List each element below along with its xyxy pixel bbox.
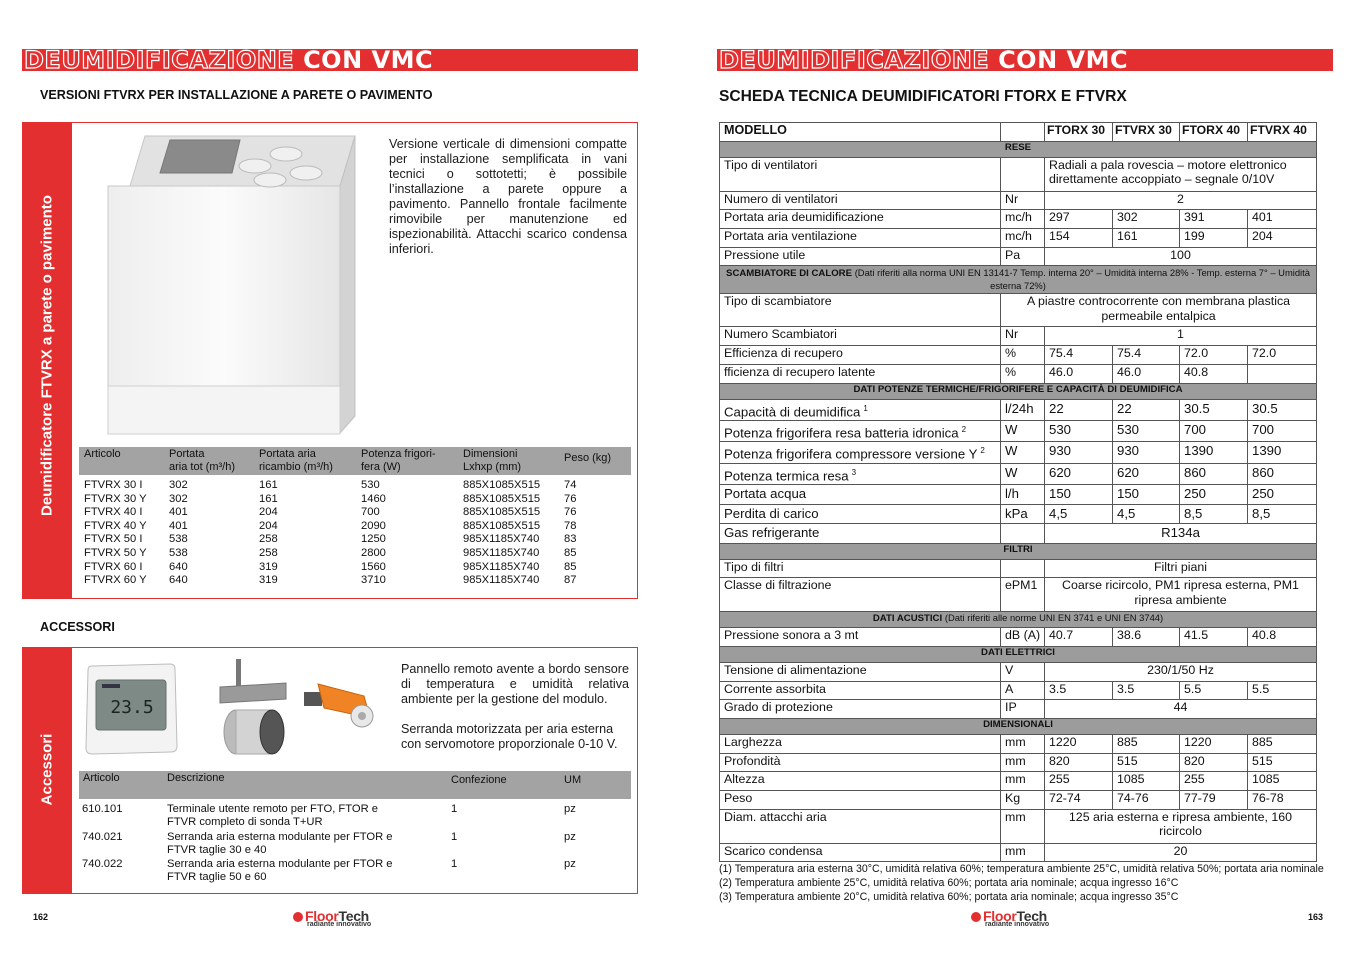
acc-th: Descrizione bbox=[167, 772, 225, 784]
accessories-desc-damper: Serranda motorizzata per aria esterna con servomotore proporzionale 0-10 V. bbox=[401, 722, 618, 751]
spec-value: 199 bbox=[1180, 229, 1248, 248]
product-table-cell: 302 bbox=[169, 479, 188, 491]
spec-value: 930 bbox=[1045, 442, 1113, 463]
left-subtitle: VERSIONI FTVRX PER INSTALLAZIONE A PARETE O PAVIMENTO bbox=[40, 88, 433, 102]
product-table-cell: 538 bbox=[169, 533, 188, 546]
spec-unit: dB (A) bbox=[1001, 628, 1045, 647]
spec-unit: % bbox=[1001, 346, 1045, 365]
product-table-cell: FTVRX 50 Y bbox=[84, 547, 147, 559]
spec-value: 1085 bbox=[1113, 772, 1180, 791]
section-elettrici: DATI ELETTRICI bbox=[720, 646, 1317, 662]
spec-row bbox=[720, 753, 1317, 772]
spec-value: 22 bbox=[1045, 399, 1113, 420]
spec-unit: W bbox=[1001, 442, 1045, 463]
product-table-cell: 401 bbox=[169, 519, 188, 532]
product-table-cell: 161 bbox=[259, 479, 278, 491]
spec-value: 46.0 bbox=[1045, 364, 1113, 383]
spec-row bbox=[720, 442, 1317, 463]
spec-value: 8,5 bbox=[1180, 504, 1248, 524]
acc-table-cell: Terminale utente remoto per FTO, FTOR e FTVR completo di sonda T+UR bbox=[167, 803, 378, 828]
spec-row bbox=[720, 681, 1317, 700]
accessories-sidebar-label: Accessori bbox=[38, 733, 56, 806]
left-title-outline: DEUMIDIFICAZIONE bbox=[24, 46, 295, 74]
right-title-banner bbox=[717, 46, 1333, 74]
spec-label: Portata aria deumidificazione bbox=[720, 210, 1001, 229]
spec-value: R134a bbox=[1045, 524, 1317, 544]
spec-header-model: FTVRX 30 bbox=[1113, 123, 1180, 142]
spec-label: Pressione sonora a 3 mt bbox=[720, 628, 1001, 647]
product-table-cell: 885X1085X515 bbox=[463, 479, 541, 491]
spec-unit bbox=[1001, 524, 1045, 544]
spec-unit: Pa bbox=[1001, 247, 1045, 266]
logo-dot-icon bbox=[293, 912, 303, 922]
acc-table-cell: 740.022 bbox=[82, 858, 123, 870]
spec-unit: mm bbox=[1001, 772, 1045, 791]
spec-label: fficienza di recupero latente bbox=[720, 364, 1001, 383]
right-logo: FloorTech radiante innovativo bbox=[971, 908, 1049, 928]
spec-row-tipo-ventilatori: Tipo di ventilatori Radiali a pala rovescia – motore elettronico direttamente accoppiato – segnale 0/10V bbox=[720, 157, 1317, 191]
spec-unit: W bbox=[1001, 463, 1045, 484]
spec-value: 250 bbox=[1248, 485, 1317, 505]
spec-row-attacchi: Diam. attacchi aria mm 125 aria esterna e ripresa ambiente, 160 ricircolo bbox=[720, 809, 1317, 843]
product-th: Dimensioni Lxhxp (mm) bbox=[463, 448, 522, 473]
spec-row bbox=[720, 346, 1317, 365]
product-table-cell: 2090 bbox=[361, 519, 386, 532]
spec-value: 700 bbox=[1180, 420, 1248, 441]
left-title-banner bbox=[22, 46, 638, 74]
spec-row bbox=[720, 662, 1317, 681]
product-table-cell: 1250 bbox=[361, 533, 386, 546]
section-dimensionali: DIMENSIONALI bbox=[720, 719, 1317, 735]
spec-row-classe-filtrazione: Classe di filtrazione ePM1 Coarse ricircolo, PM1 ripresa esterna, PM1 ripresa ambiente bbox=[720, 578, 1317, 612]
product-table-cell: 2800 bbox=[361, 547, 386, 559]
spec-value: 3.5 bbox=[1113, 681, 1180, 700]
product-table-cell: 83 bbox=[564, 533, 577, 546]
spec-value: 1220 bbox=[1180, 735, 1248, 754]
spec-value: 4,5 bbox=[1113, 504, 1180, 524]
spec-label: Altezza bbox=[720, 772, 1001, 791]
spec-unit: mc/h bbox=[1001, 229, 1045, 248]
acc-table-cell: Serranda aria esterna modulante per FTOR e FTVR taglie 50 e 60 bbox=[167, 858, 393, 883]
spec-unit: W bbox=[1001, 420, 1045, 441]
spec-unit: Nr bbox=[1001, 327, 1045, 346]
spec-value: 515 bbox=[1248, 753, 1317, 772]
section-acustici: DATI ACUSTICI (Dati riferiti alle norme UNI EN 3741 e UNI EN 3744) bbox=[720, 612, 1317, 628]
spec-label: Perdita di carico bbox=[720, 504, 1001, 524]
product-th: Portata aria tot (m³/h) bbox=[169, 448, 236, 473]
spec-label: Capacità di deumidifica $^1$ bbox=[720, 399, 1001, 420]
spec-label: Gas refrigerante bbox=[720, 524, 1001, 544]
spec-value: 72.0 bbox=[1248, 346, 1317, 365]
product-table-cell: 302 bbox=[169, 492, 188, 505]
product-table-cell: 640 bbox=[169, 560, 188, 573]
product-table-cell: 85 bbox=[564, 547, 577, 559]
acc-table-header-bar bbox=[79, 771, 631, 799]
spec-value: 4,5 bbox=[1045, 504, 1113, 524]
spec-value: 1220 bbox=[1045, 735, 1113, 754]
spec-value: 515 bbox=[1113, 753, 1180, 772]
spec-value: 930 bbox=[1113, 442, 1180, 463]
thermostat-image bbox=[82, 662, 180, 756]
spec-value: 530 bbox=[1045, 420, 1113, 441]
spec-row bbox=[720, 485, 1317, 505]
product-table-cell: FTVRX 40 I bbox=[84, 506, 143, 519]
ftvrx-unit-image bbox=[100, 128, 380, 440]
left-logo: FloorTech radiante innovativo bbox=[293, 908, 371, 928]
spec-header-model: FTORX 30 bbox=[1045, 123, 1113, 142]
spec-value: 885 bbox=[1248, 735, 1317, 754]
spec-unit: mc/h bbox=[1001, 210, 1045, 229]
thermostat-display: 23.5 bbox=[110, 697, 154, 718]
spec-label: Numero di ventilatori bbox=[720, 191, 1001, 210]
acc-table-cell: pz bbox=[564, 858, 576, 870]
spec-unit: kPa bbox=[1001, 504, 1045, 524]
spec-unit: mm bbox=[1001, 735, 1045, 754]
logo-dot-icon bbox=[971, 912, 981, 922]
spec-value: 620 bbox=[1113, 463, 1180, 484]
spec-value: 76-78 bbox=[1248, 791, 1317, 810]
product-table-cell: 76 bbox=[564, 506, 577, 519]
spec-row bbox=[720, 700, 1317, 719]
spec-row bbox=[720, 791, 1317, 810]
spec-value: 820 bbox=[1045, 753, 1113, 772]
product-table-cell: 85 bbox=[564, 560, 577, 573]
spec-unit: mm bbox=[1001, 843, 1045, 862]
spec-value: 41.5 bbox=[1180, 628, 1248, 647]
spec-value: 204 bbox=[1248, 229, 1317, 248]
product-table-cell: 401 bbox=[169, 506, 188, 519]
spec-row bbox=[720, 463, 1317, 484]
product-table-cell: 74 bbox=[564, 479, 577, 491]
product-table-cell: 319 bbox=[259, 560, 278, 573]
spec-row bbox=[720, 559, 1317, 578]
product-table-cell: 885X1085X515 bbox=[463, 506, 541, 519]
spec-value: 860 bbox=[1248, 463, 1317, 484]
product-table-cell: 1560 bbox=[361, 560, 386, 573]
product-table-cell: 985X1185X740 bbox=[463, 533, 540, 546]
product-table-cell: 204 bbox=[259, 506, 278, 519]
spec-label: Potenza frigorifera compressore versione Y $^2$ bbox=[720, 442, 1001, 463]
spec-unit: l/h bbox=[1001, 485, 1045, 505]
spec-label: Scarico condensa bbox=[720, 843, 1001, 862]
product-th: Potenza frigori- fera (W) bbox=[361, 448, 436, 473]
right-subtitle: SCHEDA TECNICA DEUMIDIFICATORI FTORX E FTVRX bbox=[719, 88, 1127, 105]
spec-value: 885 bbox=[1113, 735, 1180, 754]
acc-table-cell: pz bbox=[564, 830, 576, 843]
spec-value: 150 bbox=[1113, 485, 1180, 505]
spec-value bbox=[1248, 364, 1317, 383]
product-table-cell: 985X1185X740 bbox=[463, 547, 540, 559]
product-table-cell: FTVRX 50 I bbox=[84, 533, 143, 546]
product-table-cell: 319 bbox=[259, 574, 278, 587]
spec-value: 77-79 bbox=[1180, 791, 1248, 810]
spec-value: 1390 bbox=[1248, 442, 1317, 463]
spec-value: 30.5 bbox=[1248, 399, 1317, 420]
spec-value: 154 bbox=[1045, 229, 1113, 248]
spec-value: 297 bbox=[1045, 210, 1113, 229]
product-table-cell: 204 bbox=[259, 519, 278, 532]
spec-value: 150 bbox=[1045, 485, 1113, 505]
spec-label: Portata acqua bbox=[720, 485, 1001, 505]
section-rese: RESE bbox=[720, 141, 1317, 157]
footnote-2: (2) Temperatura ambiente 25°C, umidità relativa 60%; portata aria nominale; acqua ingresso 16°C bbox=[719, 877, 1179, 889]
accessories-sidebar bbox=[22, 647, 72, 894]
spec-header-row bbox=[720, 123, 1317, 142]
spec-value: 72-74 bbox=[1045, 791, 1113, 810]
spec-row bbox=[720, 504, 1317, 524]
spec-label: Numero Scambiatori bbox=[720, 327, 1001, 346]
spec-unit: V bbox=[1001, 662, 1045, 681]
product-table-cell: 258 bbox=[259, 533, 278, 546]
spec-value: 46.0 bbox=[1113, 364, 1180, 383]
spec-unit: IP bbox=[1001, 700, 1045, 719]
left-title-solid: CON VMC bbox=[303, 46, 434, 74]
spec-header-label: MODELLO bbox=[720, 123, 1001, 142]
spec-row bbox=[720, 247, 1317, 266]
spec-value: 700 bbox=[1248, 420, 1317, 441]
section-filtri: FILTRI bbox=[720, 543, 1317, 559]
spec-value: 8,5 bbox=[1248, 504, 1317, 524]
spec-value: 5.5 bbox=[1248, 681, 1317, 700]
spec-value: 72.0 bbox=[1180, 346, 1248, 365]
spec-value: 40.7 bbox=[1045, 628, 1113, 647]
accessories-title: ACCESSORI bbox=[40, 620, 115, 634]
product-table-cell: FTVRX 60 I bbox=[84, 560, 143, 573]
product-table-cell: FTVRX 30 Y bbox=[84, 492, 147, 505]
product-table-cell: 76 bbox=[564, 492, 577, 505]
spec-label: Peso bbox=[720, 791, 1001, 810]
product-table-cell: 258 bbox=[259, 547, 278, 559]
accessories-desc-remote: Pannello remoto avente a bordo sensore di temperatura e umidità relativa ambiente per la gestione del modulo. bbox=[401, 662, 629, 706]
spec-row bbox=[720, 210, 1317, 229]
right-title-solid: CON VMC bbox=[998, 46, 1129, 74]
product-table-cell: 885X1085X515 bbox=[463, 492, 541, 505]
spec-label: Tensione di alimentazione bbox=[720, 662, 1001, 681]
spec-value: 30.5 bbox=[1180, 399, 1248, 420]
spec-value: 250 bbox=[1180, 485, 1248, 505]
spec-value: 5.5 bbox=[1180, 681, 1248, 700]
product-th: Portata aria ricambio (m³/h) bbox=[259, 448, 333, 473]
spec-label: Pressione utile bbox=[720, 247, 1001, 266]
spec-unit: Nr bbox=[1001, 191, 1045, 210]
product-table-cell: FTVRX 40 Y bbox=[84, 519, 147, 532]
product-table-cell: 700 bbox=[361, 506, 380, 519]
spec-value: 391 bbox=[1180, 210, 1248, 229]
product-table-cell: 3710 bbox=[361, 574, 386, 587]
product-table-cell: FTVRX 60 Y bbox=[84, 574, 147, 587]
spec-unit bbox=[1001, 559, 1045, 578]
product-table-cell: 985X1185X740 bbox=[463, 560, 540, 573]
left-page-number: 162 bbox=[33, 912, 49, 922]
acc-th: Articolo bbox=[83, 772, 120, 784]
spec-unit: % bbox=[1001, 364, 1045, 383]
spec-label: Profondità bbox=[720, 753, 1001, 772]
footnote-1: (1) Temperatura aria esterna 30°C, umidità relativa 60%; temperatura ambiente 25°C, umidità relativa 50%; portata aria nominale bbox=[719, 863, 1324, 875]
spec-row bbox=[720, 399, 1317, 420]
product-table-cell: FTVRX 30 I bbox=[84, 479, 143, 491]
spec-value: 75.4 bbox=[1045, 346, 1113, 365]
spec-value: 860 bbox=[1180, 463, 1248, 484]
spec-value: 620 bbox=[1045, 463, 1113, 484]
acc-table-cell: 740.021 bbox=[82, 830, 123, 843]
spec-table bbox=[719, 122, 1317, 862]
spec-value: 161 bbox=[1113, 229, 1180, 248]
spec-value: 302 bbox=[1113, 210, 1180, 229]
spec-value: 1390 bbox=[1180, 442, 1248, 463]
spec-label: Potenza termica resa $^3$ bbox=[720, 463, 1001, 484]
product-sidebar bbox=[22, 122, 72, 599]
spec-row-tipo-scambiatore: Tipo di scambiatore A piastre controcorrente con membrana plastica permeabile entalpica bbox=[720, 294, 1317, 327]
spec-unit: l/24h bbox=[1001, 399, 1045, 420]
spec-value: 100 bbox=[1045, 247, 1317, 266]
spec-value: 38.6 bbox=[1113, 628, 1180, 647]
spec-value: 75.4 bbox=[1113, 346, 1180, 365]
spec-value: 20 bbox=[1045, 843, 1317, 862]
spec-value: 40.8 bbox=[1248, 628, 1317, 647]
spec-header-model: FTORX 40 bbox=[1180, 123, 1248, 142]
acc-table-cell: 1 bbox=[451, 830, 458, 843]
spec-row bbox=[720, 420, 1317, 441]
spec-value: 22 bbox=[1113, 399, 1180, 420]
actuator-image bbox=[300, 678, 380, 734]
spec-label: Efficienza di recupero bbox=[720, 346, 1001, 365]
product-table-cell: 78 bbox=[564, 519, 577, 532]
product-table-cell: 985X1185X740 bbox=[463, 574, 540, 587]
spec-row bbox=[720, 628, 1317, 647]
product-th: Articolo bbox=[84, 448, 121, 460]
product-table-cell: 640 bbox=[169, 574, 188, 587]
acc-table-cell: Serranda aria esterna modulante per FTOR e FTVR taglie 30 e 40 bbox=[167, 830, 393, 856]
section-scambiatore: SCAMBIATORE DI CALORE (Dati riferiti alla norma UNI EN 13141-7 Temp. interna 20° – Umidità interna 28% - Temp. esterna 7° – Umidità esterna 72%) bbox=[720, 266, 1317, 294]
spec-label: Grado di protezione bbox=[720, 700, 1001, 719]
damper-image bbox=[202, 657, 292, 757]
product-sidebar-label: Deumidificatore FTVRX a parete o pavimento bbox=[38, 195, 56, 516]
product-description: Versione verticale di dimensioni compatte per installazione semplificata in vani tecnici o sottotetti; è possibile l’installazione a parete oppure a pavimento. Pannello frontale facilmente rimovibile per manutenzione ed ispezionabilità. Attacchi scarico condensa inferiori. bbox=[389, 137, 627, 256]
spec-row bbox=[720, 364, 1317, 383]
acc-th: UM bbox=[564, 774, 582, 786]
product-th: Peso (kg) bbox=[564, 452, 612, 464]
spec-label: Potenza frigorifera resa batteria idronica $^2$ bbox=[720, 420, 1001, 441]
product-table-cell: 87 bbox=[564, 574, 577, 587]
spec-unit: mm bbox=[1001, 753, 1045, 772]
spec-label: Corrente assorbita bbox=[720, 681, 1001, 700]
acc-table-cell: 1 bbox=[451, 858, 458, 870]
spec-value: 230/1/50 Hz bbox=[1045, 662, 1317, 681]
acc-table-cell: pz bbox=[564, 803, 576, 815]
acc-th: Confezione bbox=[451, 774, 507, 786]
acc-table-cell: 1 bbox=[451, 803, 458, 815]
spec-header-model: FTVRX 40 bbox=[1248, 123, 1317, 142]
spec-row bbox=[720, 229, 1317, 248]
spec-value: 3.5 bbox=[1045, 681, 1113, 700]
spec-value: 1 bbox=[1045, 327, 1317, 346]
spec-value: 401 bbox=[1248, 210, 1317, 229]
spec-row bbox=[720, 735, 1317, 754]
spec-value: 255 bbox=[1180, 772, 1248, 791]
spec-label: Tipo di filtri bbox=[720, 559, 1001, 578]
product-table-cell: 538 bbox=[169, 547, 188, 559]
spec-row bbox=[720, 524, 1317, 544]
spec-value: 44 bbox=[1045, 700, 1317, 719]
spec-unit: Kg bbox=[1001, 791, 1045, 810]
spec-value: 530 bbox=[1113, 420, 1180, 441]
right-title-outline: DEUMIDIFICAZIONE bbox=[719, 46, 990, 74]
right-page-number: 163 bbox=[1308, 912, 1324, 922]
spec-value: 1085 bbox=[1248, 772, 1317, 791]
spec-row bbox=[720, 772, 1317, 791]
product-table-cell: 1460 bbox=[361, 492, 386, 505]
spec-row bbox=[720, 191, 1317, 210]
spec-unit: A bbox=[1001, 681, 1045, 700]
spec-header-unit bbox=[1001, 123, 1045, 142]
product-table-cell: 530 bbox=[361, 479, 380, 491]
footnote-3: (3) Temperatura ambiente 20°C, umidità relativa 60%; portata aria nominale; acqua ingresso 35°C bbox=[719, 891, 1179, 903]
section-potenze: DATI POTENZE TERMICHE/FRIGORIFERE E CAPACITÀ DI DEUMIDIFICA bbox=[720, 383, 1317, 399]
spec-label: Larghezza bbox=[720, 735, 1001, 754]
spec-value: 255 bbox=[1045, 772, 1113, 791]
product-table-cell: 885X1085X515 bbox=[463, 519, 541, 532]
spec-label: Portata aria ventilazione bbox=[720, 229, 1001, 248]
spec-value: 2 bbox=[1045, 191, 1317, 210]
spec-value: 40.8 bbox=[1180, 364, 1248, 383]
spec-value: 74-76 bbox=[1113, 791, 1180, 810]
spec-value: Filtri piani bbox=[1045, 559, 1317, 578]
acc-table-cell: 610.101 bbox=[82, 803, 123, 815]
product-table-cell: 161 bbox=[259, 492, 278, 505]
spec-value: 820 bbox=[1180, 753, 1248, 772]
spec-row bbox=[720, 327, 1317, 346]
spec-row bbox=[720, 843, 1317, 862]
